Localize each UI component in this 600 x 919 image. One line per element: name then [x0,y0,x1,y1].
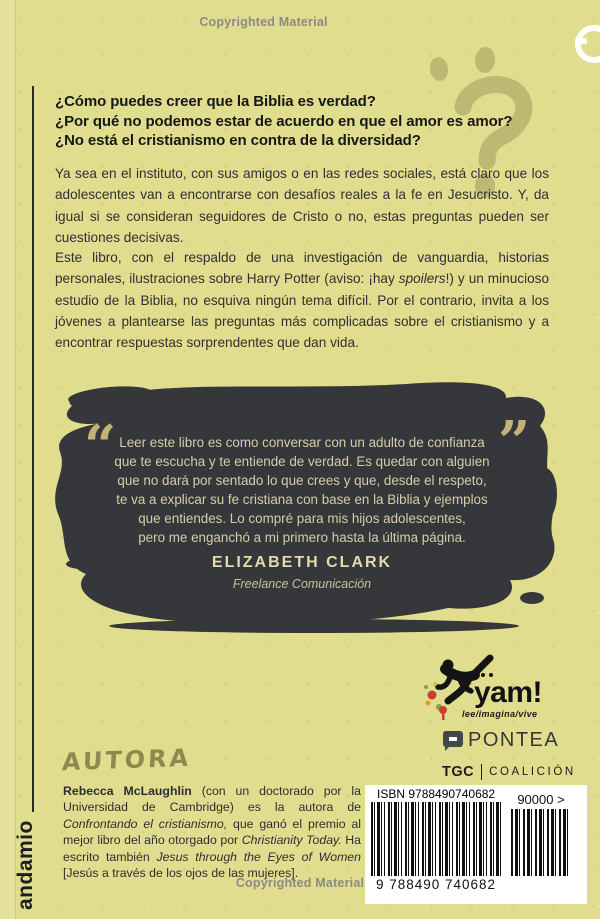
open-quote-icon: “ [84,413,117,479]
spine-rule [32,86,34,812]
intro-paragraph-2 [55,247,549,353]
logo-divider [481,764,482,780]
quote-line: que te escucha y te entiende de verdad. Es quedar con alguien [114,454,490,469]
pontea-logo: PONTEA [468,729,560,751]
headline-line-1: ¿Cómo puedes creer que la Biblia es verdad? [55,93,376,110]
quote-line: Leer este libro es como conversar con un adulto de confianza [119,435,485,450]
author-name: Rebecca McLaughlin [63,784,192,798]
price-add-on-barcode [511,809,569,876]
testimonial-author-role: Freelance Comunicación [232,577,372,591]
paragraph-2-text: !) y un minucioso estudio de la Biblia, no esquiva ningún tema difícil. Por el contrario, invita a los jóvenes a plantearse las preguntas más complicadas sobre el cristianismo y a encontrar respuestas sorprendentes que dan vida. [55,271,550,351]
price-add-on-code: 90000 > [517,792,565,807]
coalicion-logo [442,764,576,780]
paragraph-2-italic: spoilers [398,271,446,287]
copyright-watermark-top: Copyrighted Material [199,15,328,29]
bio-text: Ha escrito también [63,833,361,864]
testimonial-author: ELIZABETH CLARK [211,554,393,571]
book-title: Jesus through the Eyes of Women [156,849,361,864]
author-bio [63,783,361,881]
yam-logo: yam! [474,676,543,709]
copyright-watermark-bottom: Copyrighted Material [235,876,365,890]
headline-questions [55,92,555,151]
yam-tagline: lee/imagina/vive [462,709,538,719]
book-title: Confrontando el cristianismo, [63,816,228,831]
close-quote-icon: ” [498,409,531,475]
ean-barcode [371,802,501,876]
bio-text: [Jesús a través de los ojos de las mujeres]. [63,866,299,881]
magazine-title: Christianity Today. [241,833,342,848]
testimonial-quote [88,433,516,547]
spine-publisher-logo: andamio [14,820,37,910]
quote-line: te va a explicar su fe cristiana con base en la Biblia y ejemplos [116,492,488,507]
speech-bubble-icon [443,731,463,747]
book-edge [0,0,16,919]
headline-line-2: ¿Por qué no podemos estar de acuerdo en que el amor es amor? [55,112,513,130]
author-section-heading: AUTORA [61,743,192,777]
coalicion-name: COALICIÓN [489,766,576,778]
isbn-label: ISBN 9788490740682 [377,787,496,801]
bio-text: (con un doctorado por la Universidad de Cambridge) es la autora de [63,784,361,815]
quote-line: pero me enganchó a mi primero hasta la última página. [138,530,466,545]
page-flip-icon[interactable] [575,25,600,63]
tgc-abbreviation: TGC [442,764,475,780]
bio-text: que ganó el premio al mejor libro del año otorgado por [63,816,361,848]
intro-paragraph-1: Ya sea en el instituto, con sus amigos o en las redes sociales, está claro que los adolescentes van a encontrarse con desafíos reales a la fe en Jesucristo. Y, da igual si se consideran seguidores de Cristo o no, estas preguntas pueden ser cuestiones decisivas. [55,166,549,245]
barcode-digits: 9 788490 740682 [375,877,497,892]
headline-line-3: ¿No está el cristianismo en contra de la diversidad? [55,132,421,149]
paragraph-2-text: Este libro, con el respaldo de una investigación de vanguardia, historias personales, ilustraciones sobre Harry Potter (aviso: ¡hay [55,250,549,287]
quote-line: que no dará por sentado lo que crees y que, desde el respeto, [117,473,487,488]
quote-line: que entiendes. Lo compré para mis hijos adolescentes, [138,511,466,526]
